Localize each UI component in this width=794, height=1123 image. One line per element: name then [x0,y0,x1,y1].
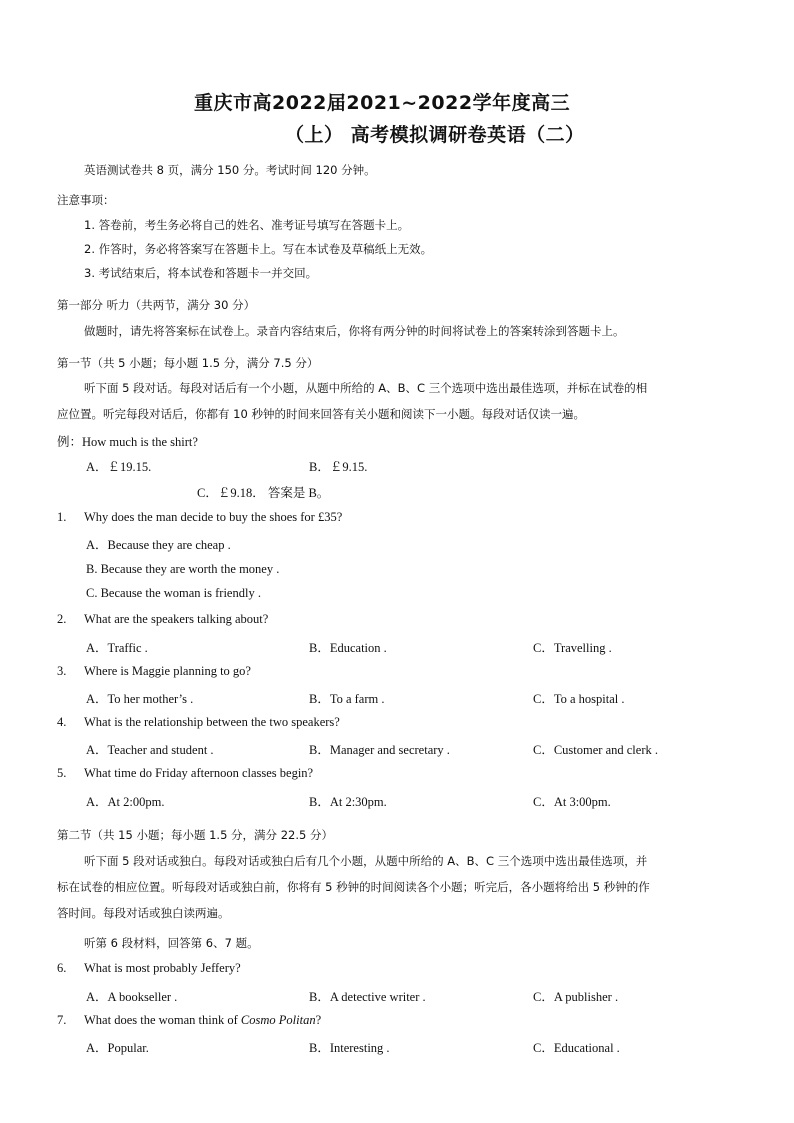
option-c: C．Customer and clerk . [533,743,658,757]
option-b: B．Education . [309,641,387,655]
option-b: B．At 2:30pm. [309,795,387,809]
exam-title-line2: （上） 高考模拟调研卷英语（二） [285,124,585,146]
option-b: B．Interesting . [309,1041,390,1055]
notice-item: 1. 答卷前，考生务必将自己的姓名、准考证号填写在答题卡上。 [84,218,410,232]
option-a: A．A bookseller . [86,990,178,1004]
example-option-b: B．￡9.15. [309,460,368,474]
question-number: 1. [57,510,67,524]
option-c: C．Educational . [533,1041,620,1055]
option-a: A．Teacher and student . [86,743,214,757]
example-question: 例：How much is the shirt? [57,435,198,449]
part1-heading: 第一部分 听力（共两节，满分 30 分） [57,298,256,312]
option-a: A．Popular. [86,1041,149,1055]
part1-instruction: 做题时，请先将答案标在试卷上。录音内容结束后，你将有两分钟的时间将试卷上的答案转涂到答题卡上。 [84,324,625,338]
question-number: 4. [57,715,67,729]
notice-heading: 注意事项： [57,193,115,207]
option-c: C．Travelling . [533,641,612,655]
book-title: Cosmo Politan [240,1013,316,1027]
section2-heading: 第二节（共 15 小题；每小题 1.5 分，满分 22.5 分） [57,828,333,842]
question-text: What is the relationship between the two speakers? [84,715,340,729]
question-text: Where is Maggie planning to go? [84,664,251,678]
question-text: What is most probably Jeffery? [84,961,241,975]
question-text: What does the woman think of Cosmo Politan? [84,1013,322,1027]
section1-instruction: 听下面 5 段对话。每段对话后有一个小题，从题中所给的 A、B、C 三个选项中选出最佳选项，并标在试卷的相 [84,381,648,395]
option-a: A．Because they are cheap . [86,538,231,552]
question-number: 6. [57,961,67,975]
option-c: C．At 3:00pm. [533,795,611,809]
exam-intro: 英语测试卷共 8 页，满分 150 分。考试时间 120 分钟。 [84,163,376,177]
section2-instruction: 听下面 5 段对话或独白。每段对话或独白后有几个小题，从题中所给的 A、B、C 三个选项中选出最佳选项，并 [84,854,648,868]
option-c: C．To a hospital . [533,692,625,706]
question-text: Why does the man decide to buy the shoes for £35? [84,510,343,524]
notice-item: 3. 考试结束后，将本试卷和答题卡一并交回。 [84,266,318,280]
option-b: B．A detective writer . [309,990,426,1004]
option-a: A．To her mother’s . [86,692,194,706]
question-text: What time do Friday afternoon classes begin? [84,766,314,780]
material-prompt: 听第 6 段材料，回答第 6、7 题。 [84,936,259,950]
section2-instruction: 答时间。每段对话或独白读两遍。 [57,906,230,920]
option-c: C．A publisher . [533,990,619,1004]
option-a: A．Traffic . [86,641,148,655]
question-number: 2. [57,612,67,626]
example-option-a: A．￡19.15. [86,460,152,474]
question-number: 3. [57,664,67,678]
option-b: B．To a farm . [309,692,385,706]
section1-heading: 第一节（共 5 小题；每小题 1.5 分，满分 7.5 分） [57,356,319,370]
option-a: A．At 2:00pm. [86,795,165,809]
option-b: B．Manager and secretary . [309,743,450,757]
question-text: What are the speakers talking about? [84,612,269,626]
notice-item: 2. 作答时，务必将答案写在答题卡上。写在本试卷及草稿纸上无效。 [84,242,433,256]
option-c: C. Because the woman is friendly . [86,586,261,600]
question-number: 5. [57,766,67,780]
section1-instruction: 应位置。听完每段对话后，你都有 10 秒钟的时间来回答有关小题和阅读下一小题。每段对话仅读一遍。 [57,407,585,421]
example-option-c: C．￡9.18． 答案是 B。 [197,486,330,500]
exam-title-line1: 重庆市高2022届2021~2022学年度高三 [194,92,571,114]
option-b: B. Because they are worth the money . [86,562,280,576]
question-number: 7. [57,1013,67,1027]
section2-instruction: 标在试卷的相应位置。听每段对话或独白前，你将有 5 秒钟的时间阅读各个小题；听完后，各小题将给出 5 秒钟的作 [57,880,650,894]
